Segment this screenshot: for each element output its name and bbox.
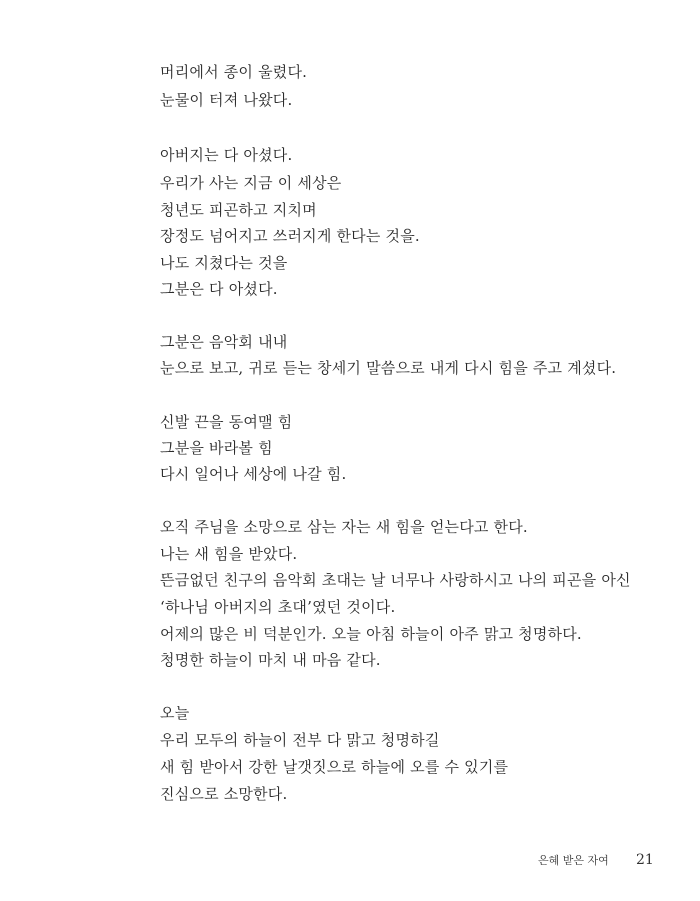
text-line: 눈으로 보고, 귀로 듣는 창세기 말씀으로 내게 다시 힘을 주고 계셨다. <box>160 359 617 377</box>
text-line: 그분은 음악회 내내 <box>160 333 288 351</box>
text-line: ‘하나님 아버지의 초대’였던 것이다. <box>160 598 396 616</box>
text-line: 눈물이 터져 나왔다. <box>160 91 293 109</box>
text-line: 그분은 다 아셨다. <box>160 280 278 298</box>
text-line: 그분을 바라볼 힘 <box>160 439 273 457</box>
text-line: 장정도 넘어지고 쓰러지게 한다는 것을. <box>160 227 420 245</box>
text-line: 우리 모두의 하늘이 전부 다 맑고 청명하길 <box>160 731 440 749</box>
page-number: 21 <box>636 852 654 868</box>
text-line: 청명한 하늘이 마치 내 마음 같다. <box>160 651 381 669</box>
text-line: 오직 주님을 소망으로 삼는 자는 새 힘을 얻는다고 한다. <box>160 518 528 536</box>
text-line: 오늘 <box>160 704 190 722</box>
text-line: 어제의 많은 비 덕분인가. 오늘 아침 하늘이 아주 맑고 청명하다. <box>160 625 582 643</box>
running-footer-title: 은혜 받은 자여 <box>538 854 609 867</box>
text-line: 다시 일어나 세상에 나갈 힘. <box>160 465 347 483</box>
text-line: 뜬금없던 친구의 음악회 초대는 날 너무나 사랑하시고 나의 피곤을 아신 <box>160 571 631 589</box>
text-line: 진심으로 소망한다. <box>160 785 288 803</box>
text-line: 청년도 피곤하고 지치며 <box>160 201 317 219</box>
text-line: 아버지는 다 아셨다. <box>160 146 293 164</box>
text-line: 새 힘 받아서 강한 날갯짓으로 하늘에 오를 수 있기를 <box>160 758 509 776</box>
text-line: 신발 끈을 동여맬 힘 <box>160 413 293 431</box>
text-line: 우리가 사는 지금 이 세상은 <box>160 174 342 192</box>
text-line: 나는 새 힘을 받았다. <box>160 545 298 563</box>
text-line: 머리에서 종이 울렸다. <box>160 63 308 81</box>
text-line: 나도 지쳤다는 것을 <box>160 254 288 272</box>
